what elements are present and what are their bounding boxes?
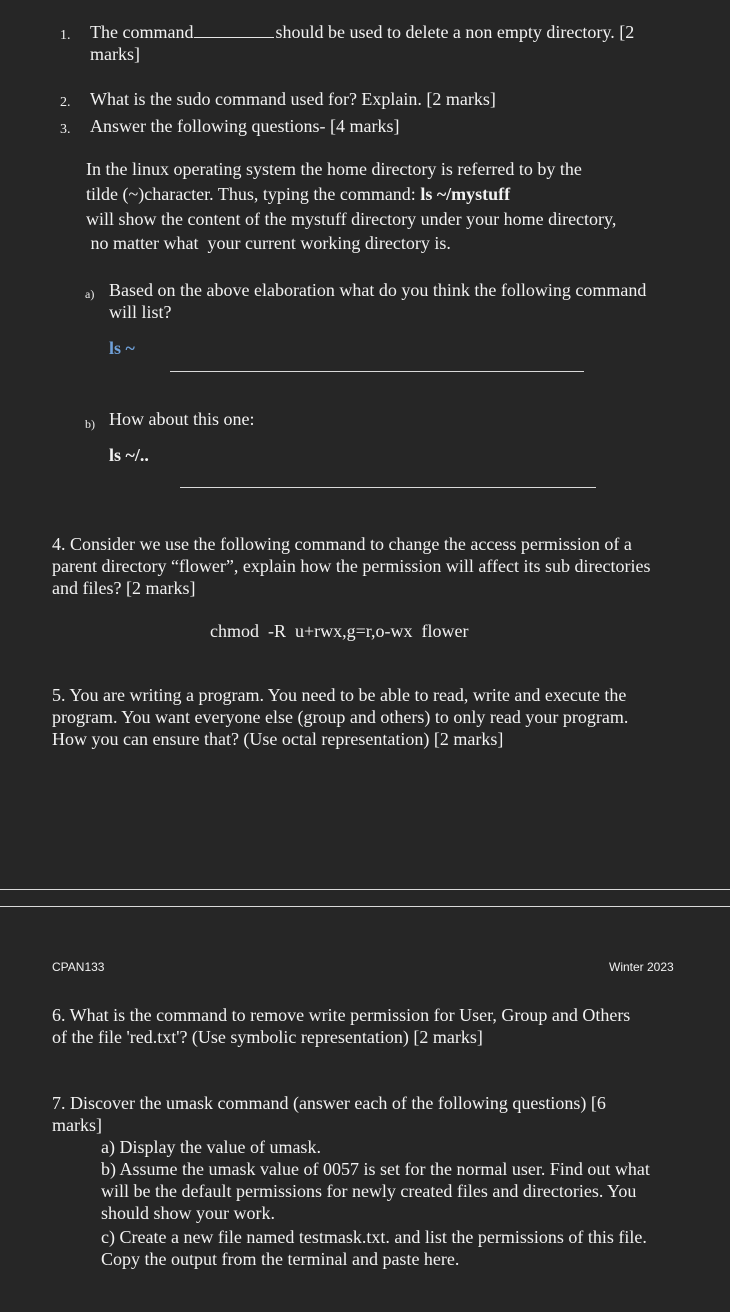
q4-command: chmod -R u+rwx,g=r,o-wx flower	[210, 621, 469, 641]
q3-para-line-1: In the linux operating system the home directory is referred to by the	[86, 159, 582, 179]
q3a-command: ls ~	[109, 338, 135, 358]
term: Winter 2023	[609, 960, 674, 974]
q3b-text: How about this one:	[109, 409, 255, 429]
q1-text	[90, 22, 710, 43]
q5-line-1: 5. You are writing a program. You need to be able to read, write and execute the	[52, 685, 627, 705]
q3b-label: b)	[85, 417, 95, 431]
q1-pre: The command	[90, 22, 194, 42]
q6-line-2: of the file 'red.txt'? (Use symbolic representation) [2 marks]	[52, 1027, 483, 1047]
q4-line-2: parent directory “flower”, explain how the permission will affect its sub directories	[52, 556, 651, 576]
q7-item-b-line-1: b) Assume the umask value of 0057 is set for the normal user. Find out what	[101, 1159, 650, 1179]
q3b-answer-line[interactable]	[180, 487, 596, 488]
q3a-answer-line[interactable]	[170, 371, 584, 372]
q1-number: 1.	[60, 28, 71, 43]
q2-text: What is the sudo command used for? Explain. [2 marks]	[90, 89, 496, 109]
q3-para-line-4: no matter what your current working directory is.	[86, 233, 451, 253]
q7-item-b-line-3: should show your work.	[101, 1203, 275, 1223]
page-break-line-top	[0, 889, 730, 890]
q4-line-1: 4. Consider we use the following command to change the access permission of a	[52, 534, 632, 554]
q3-para-line-3: will show the content of the mystuff directory under your home directory,	[86, 209, 617, 229]
q3-para-text: tilde (~)character. Thus, typing the command:	[86, 184, 421, 204]
course-code: CPAN133	[52, 960, 105, 974]
q7-item-a: a) Display the value of umask.	[101, 1137, 321, 1157]
q1-blank[interactable]	[194, 23, 274, 38]
q7-item-c-line-1: c) Create a new file named testmask.txt. and list the permissions of this file.	[101, 1227, 647, 1247]
q5-line-2: program. You want everyone else (group and others) to only read your program.	[52, 707, 629, 727]
q3-para-line-2	[86, 184, 510, 205]
q6-line-1: 6. What is the command to remove write permission for User, Group and Others	[52, 1005, 631, 1025]
q7-line-2: marks]	[52, 1115, 102, 1135]
q3a-line-1: Based on the above elaboration what do you think the following command	[109, 280, 647, 300]
q3a-label: a)	[85, 287, 95, 301]
q7-item-c-line-2: Copy the output from the terminal and paste here.	[101, 1249, 460, 1269]
q5-line-3: How you can ensure that? (Use octal representation) [2 marks]	[52, 729, 504, 749]
q3a-line-2: will list?	[109, 302, 172, 322]
q2-number: 2.	[60, 95, 71, 110]
q3b-command: ls ~/..	[109, 445, 149, 465]
q4-line-3: and files? [2 marks]	[52, 578, 196, 598]
page-break-line-bottom	[0, 906, 730, 907]
q1-post: should be used to delete a non empty directory. [2	[275, 22, 635, 42]
q7-item-b-line-2: will be the default permissions for newly created files and directories. You	[101, 1181, 637, 1201]
q3-command: ls ~/mystuff	[420, 184, 511, 204]
q3-number: 3.	[60, 122, 71, 137]
q1-cont: marks]	[90, 44, 140, 64]
q3-text: Answer the following questions- [4 marks]	[90, 116, 400, 136]
q7-line-1: 7. Discover the umask command (answer each of the following questions) [6	[52, 1093, 606, 1113]
